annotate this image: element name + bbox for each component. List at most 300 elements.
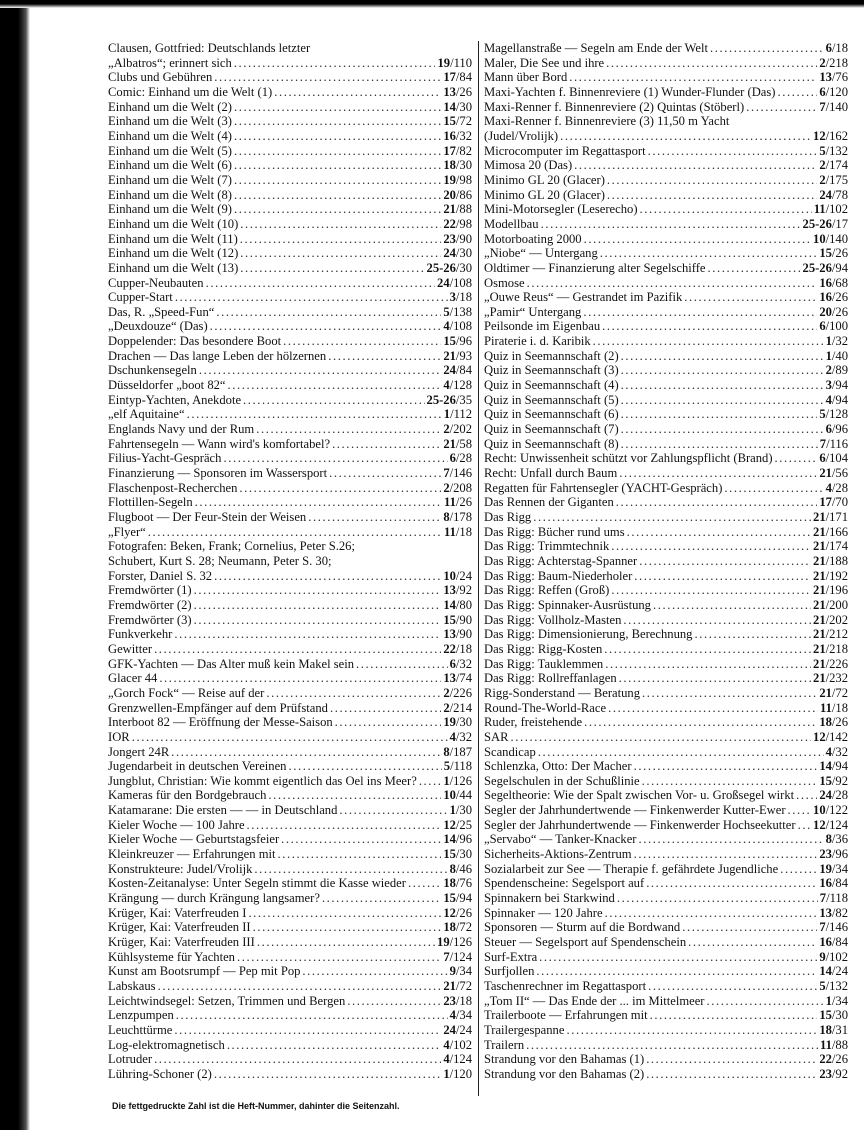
page-number: 28 — [835, 788, 848, 803]
dot-leader — [194, 583, 442, 598]
issue-number: 12 — [443, 905, 456, 920]
entry-title: „Niobe“ — Untergang — [484, 246, 598, 261]
entry-title: Recht: Unfall durch Baum — [484, 466, 618, 481]
index-entry — [484, 759, 848, 774]
ref-separator: / — [831, 1008, 836, 1023]
entry-main-line — [108, 481, 472, 496]
issue-number: 12 — [443, 817, 456, 832]
page-number: 94 — [835, 759, 848, 774]
index-entry — [484, 1023, 848, 1038]
index-entry — [484, 598, 848, 613]
entry-main-line — [484, 246, 848, 261]
ref-separator: / — [831, 685, 836, 700]
issue-number: 14 — [443, 99, 456, 114]
entry-main-line — [108, 525, 472, 540]
dot-leader — [214, 1067, 441, 1082]
entry-reference — [819, 950, 848, 965]
page-number: 166 — [829, 524, 848, 539]
issue-number: 14 — [443, 597, 456, 612]
entry-main-line — [108, 510, 472, 525]
entry-reference — [443, 788, 472, 803]
index-entry — [108, 1023, 472, 1038]
dot-leader — [634, 569, 811, 584]
dot-leader — [194, 613, 442, 628]
entry-reference — [444, 407, 472, 422]
issue-number: 15 — [819, 1008, 832, 1023]
entry-reference — [819, 319, 848, 334]
index-entry — [108, 1038, 472, 1053]
ref-separator: / — [831, 378, 836, 393]
entry-main-line — [484, 144, 848, 159]
dot-leader — [254, 862, 447, 877]
dot-leader — [239, 481, 441, 496]
entry-title: Fremdwörter (1) — [108, 583, 192, 598]
index-entry — [484, 583, 848, 598]
entry-main-line — [108, 188, 472, 203]
page-number: 80 — [459, 597, 472, 612]
page-number: 93 — [459, 348, 472, 363]
entry-reference — [819, 1008, 848, 1023]
entry-main-line — [484, 906, 848, 921]
ref-separator: / — [455, 260, 460, 275]
entry-main-line — [484, 745, 848, 760]
entry-main-line — [484, 818, 848, 833]
page-number: 196 — [829, 583, 848, 598]
page-number: 90 — [459, 612, 472, 627]
page-number: 90 — [459, 231, 472, 246]
ref-separator: / — [455, 964, 460, 979]
page-number: 26 — [835, 715, 848, 730]
entry-reference — [443, 1038, 472, 1053]
index-entry — [484, 363, 848, 378]
entry-reference — [443, 70, 472, 85]
entry-reference — [443, 144, 472, 159]
entry-main-line — [484, 1023, 848, 1038]
entry-reference — [826, 422, 848, 437]
issue-number: 18 — [819, 715, 832, 730]
entry-reference — [443, 818, 472, 833]
page-number: 104 — [829, 451, 848, 466]
dot-leader — [227, 1038, 442, 1053]
entry-title: Einhand um die Welt (12) — [108, 246, 239, 261]
entry-reference — [427, 393, 472, 408]
entry-reference — [826, 334, 848, 349]
index-entry — [484, 56, 848, 71]
page-number: 94 — [835, 378, 848, 393]
entry-main-line — [108, 920, 472, 935]
entry-reference — [443, 847, 472, 862]
ref-separator: / — [455, 231, 460, 246]
issue-number: 11 — [444, 524, 456, 539]
dot-leader — [335, 715, 442, 730]
index-entry — [108, 598, 472, 613]
entry-title: Drachen — Das lange Leben der hölzernen — [108, 348, 327, 363]
entry-reference — [443, 569, 472, 584]
entry-reference — [813, 803, 848, 818]
entry-reference — [450, 730, 472, 745]
entry-title: Quiz in Seemannschaft (7) — [484, 422, 619, 437]
issue-number: 16 — [443, 128, 456, 143]
dot-leader — [694, 627, 811, 642]
dot-leader — [560, 129, 811, 144]
index-entry — [108, 525, 472, 540]
issue-number: 6 — [449, 656, 456, 671]
page-number: 212 — [829, 627, 848, 642]
entry-title: Düsseldorfer „boot 82“ — [108, 378, 226, 393]
index-entry — [108, 393, 472, 408]
issue-number: 21 — [443, 979, 456, 993]
dot-leader — [707, 994, 824, 1009]
page-number: 36 — [835, 832, 848, 847]
entry-reference — [443, 466, 472, 481]
dot-leader — [623, 613, 811, 628]
ref-separator: / — [455, 84, 460, 99]
issue-number: 5 — [819, 407, 826, 422]
entry-title: Maxi-Renner f. Binnenreviere (3) 11,50 m Yacht — [484, 114, 730, 129]
entry-title: Quiz in Seemannschaft (5) — [484, 392, 619, 407]
index-entry — [108, 920, 472, 935]
page-number: 116 — [829, 436, 848, 451]
dot-leader — [194, 598, 442, 613]
entry-reference — [826, 481, 848, 496]
ref-separator: / — [825, 568, 830, 583]
dot-leader — [237, 950, 441, 965]
dot-leader — [541, 217, 801, 232]
issue-number: 6 — [819, 451, 826, 466]
dot-leader — [234, 56, 436, 71]
issue-number: 24 — [443, 1022, 456, 1037]
dot-leader — [621, 407, 818, 422]
index-entry — [484, 525, 848, 540]
issue-number: 16 — [819, 275, 832, 290]
dot-leader — [611, 539, 811, 554]
ref-separator: / — [455, 597, 460, 612]
index-entry — [108, 378, 472, 393]
entry-title: Sponsoren — Sturm auf die Bordwand — [484, 920, 681, 935]
page-number: 214 — [453, 700, 472, 715]
entry-title: Taschenrechner im Regattasport — [484, 979, 647, 993]
entry-reference — [819, 759, 848, 774]
page-number: 88 — [835, 1037, 848, 1052]
issue-number: 7 — [819, 436, 827, 451]
index-entry — [484, 701, 848, 716]
issue-number: 13 — [819, 905, 832, 920]
issue-number: 20 — [819, 304, 832, 319]
dot-leader — [240, 246, 441, 261]
index-entry — [108, 730, 472, 745]
ref-separator: / — [450, 55, 454, 70]
index-entry — [484, 876, 848, 891]
entry-main-line — [484, 305, 848, 320]
entry-title: Trailergespanne — [484, 1022, 565, 1037]
entry-reference — [819, 1067, 848, 1082]
ref-separator: / — [455, 1022, 460, 1037]
dot-leader — [234, 188, 441, 203]
entry-reference — [813, 129, 848, 144]
entry-title: Lühring-Schoner (2) — [108, 1066, 212, 1081]
entry-main-line — [108, 979, 472, 994]
entry-reference — [813, 232, 848, 247]
entry-title: Ruder, freistehende — [484, 715, 583, 730]
entry-main-line — [108, 261, 472, 276]
entry-main-line — [108, 276, 472, 291]
index-entry — [484, 510, 848, 525]
page-number: 175 — [829, 172, 848, 187]
entry-reference — [819, 1023, 848, 1038]
ref-separator: / — [455, 348, 460, 363]
dot-leader — [154, 642, 441, 657]
page-number: 35 — [459, 392, 472, 407]
page-number: 26 — [459, 905, 472, 920]
entry-reference — [819, 906, 848, 921]
issue-number: 21 — [819, 685, 832, 700]
issue-number: 21 — [813, 524, 826, 539]
page-number: 76 — [459, 876, 472, 891]
issue-number: 4 — [443, 378, 450, 393]
index-entry — [484, 319, 848, 334]
dot-leader — [593, 334, 824, 349]
page-number: 102 — [829, 949, 848, 964]
ref-separator: / — [825, 583, 830, 598]
ref-separator: / — [825, 99, 830, 114]
entry-reference — [450, 964, 472, 979]
page-number: 18 — [835, 41, 848, 55]
dot-leader — [638, 832, 823, 847]
dot-leader — [308, 510, 441, 525]
entry-reference — [819, 847, 848, 862]
entry-reference — [450, 862, 472, 877]
entry-main-line — [108, 818, 472, 833]
ref-separator: / — [825, 949, 830, 964]
entry-title: Leuchttürme — [108, 1022, 173, 1037]
issue-number: 3 — [449, 290, 456, 305]
entry-reference — [444, 525, 472, 540]
issue-number: 7 — [443, 949, 450, 964]
entry-reference — [813, 671, 848, 686]
page-number: 171 — [829, 510, 848, 524]
entry-title: Log-elektromagnetisch — [108, 1037, 225, 1052]
entry-reference — [443, 950, 472, 965]
entry-reference — [450, 290, 472, 305]
page-number: 26 — [835, 304, 848, 319]
entry-title: Piraterie i. d. Karibik — [484, 334, 591, 349]
entry-title: Peilsonde im Eigenbau — [484, 319, 601, 334]
page-number: 188 — [829, 553, 848, 568]
entry-title: Fotografen: Beken, Frank; Cornelius, Peter S.26; — [108, 539, 355, 554]
dot-leader — [214, 569, 441, 584]
dot-leader — [174, 1023, 441, 1038]
issue-number: 8 — [449, 861, 456, 876]
issue-number: 21 — [813, 612, 826, 627]
entry-main-line — [108, 1023, 472, 1038]
dot-leader — [621, 393, 824, 408]
ref-separator: / — [831, 1022, 836, 1037]
entry-title: Jungblut, Christian: Wie kommt eigentlich das Oel ins Meer? — [108, 773, 417, 788]
entry-title: Fremdwörter (2) — [108, 597, 192, 612]
dot-leader — [234, 129, 441, 144]
entry-reference — [819, 188, 848, 203]
entry-title: „Tom II“ — Das Ende der ... im Mittelmeer — [484, 993, 705, 1008]
ref-separator: / — [449, 480, 454, 495]
ref-separator: / — [825, 158, 830, 173]
index-entry — [108, 319, 472, 334]
entry-reference — [813, 818, 848, 833]
entry-main-line — [484, 1038, 848, 1053]
entry-title: Spinnakern bei Starkwind — [484, 891, 615, 906]
entry-title: Surf-Extra — [484, 949, 538, 964]
issue-number: 2 — [819, 55, 826, 70]
ref-separator: / — [455, 187, 460, 202]
entry-main-line — [484, 627, 848, 642]
entry-title: Magellanstraße — Segeln am Ende der Welt — [484, 41, 708, 55]
page-number: 76 — [835, 70, 848, 85]
entry-main-line — [108, 451, 472, 466]
entry-reference — [813, 569, 848, 584]
issue-number: 21 — [813, 568, 826, 583]
dot-leader — [533, 510, 811, 525]
dot-leader — [234, 100, 441, 115]
ref-separator: / — [455, 216, 460, 231]
issue-number: 16 — [819, 876, 832, 891]
index-entry — [484, 657, 848, 672]
entry-reference — [443, 832, 472, 847]
entry-main-line — [108, 1038, 472, 1053]
entry-main-line — [484, 232, 848, 247]
entry-title: Spinnaker — 120 Jahre — [484, 905, 603, 920]
ref-separator: / — [449, 949, 454, 964]
entry-title: Einhand um die Welt (9) — [108, 202, 232, 217]
index-entry — [108, 276, 472, 291]
page-number: 162 — [829, 128, 848, 143]
entry-main-line — [484, 334, 848, 349]
page-number: 122 — [829, 803, 848, 818]
entry-reference — [819, 246, 848, 261]
ref-separator: / — [825, 656, 830, 671]
entry-title: Recht: Unwissenheit schützt vor Zahlungspflicht (Brand) — [484, 451, 773, 466]
index-entry — [484, 41, 848, 56]
page-number: 108 — [453, 319, 472, 334]
issue-number: 6 — [825, 422, 832, 437]
entry-reference — [443, 642, 472, 657]
index-entry — [484, 481, 848, 496]
issue-number: 21 — [813, 510, 826, 524]
page-number: 28 — [459, 451, 472, 466]
issue-number: 2 — [443, 480, 450, 495]
page-number: 30 — [459, 99, 472, 114]
page-number: 110 — [453, 55, 472, 70]
dot-leader — [639, 554, 811, 569]
entry-title: Maler, Die See und ihre — [484, 55, 605, 70]
page-number: 178 — [453, 510, 472, 524]
page-number: 89 — [835, 363, 848, 378]
entry-title: Fremdwörter (3) — [108, 612, 192, 627]
issue-number: 24 — [437, 275, 450, 290]
index-entry — [108, 495, 472, 510]
page-number: 102 — [453, 1037, 472, 1052]
entry-title: Schlenzka, Otto: Der Macher — [484, 759, 632, 774]
entry-reference — [443, 920, 472, 935]
page-number: 72 — [459, 979, 472, 993]
issue-number: 13 — [443, 627, 456, 642]
index-entry — [108, 788, 472, 803]
page-number: 17 — [835, 216, 848, 231]
index-entry — [484, 539, 848, 554]
issue-number: 14 — [443, 832, 456, 847]
page-number: 226 — [829, 656, 848, 671]
entry-reference — [443, 100, 472, 115]
issue-number: 7 — [819, 920, 826, 935]
entry-title: Funkverkehr — [108, 627, 173, 642]
dot-leader — [253, 920, 442, 935]
entry-reference — [443, 774, 472, 789]
ref-separator: / — [455, 392, 460, 407]
index-entry — [484, 847, 848, 862]
entry-main-line — [484, 466, 848, 481]
issue-number: 6 — [825, 41, 832, 55]
entry-title: Round-The-World-Race — [484, 700, 607, 715]
issue-number: 22 — [443, 216, 456, 231]
ref-separator: / — [825, 202, 830, 217]
entry-title: Filius-Yacht-Gespräch — [108, 451, 222, 466]
entry-reference — [443, 378, 472, 393]
ref-separator: / — [449, 935, 454, 950]
entry-reference — [814, 202, 848, 217]
page-number: 88 — [459, 202, 472, 217]
dot-leader — [288, 759, 441, 774]
entry-reference — [444, 495, 472, 510]
dot-leader — [210, 319, 442, 334]
ref-separator: / — [831, 993, 836, 1008]
issue-number: 2 — [443, 422, 450, 437]
page-number: 24 — [459, 1022, 472, 1037]
page-number: 118 — [453, 759, 472, 774]
dot-leader — [605, 906, 818, 921]
page-number: 40 — [835, 348, 848, 363]
entry-main-line — [484, 730, 848, 745]
entry-reference — [443, 745, 472, 760]
entry-title: Flugboot — Der Feur-Stein der Weisen — [108, 510, 307, 524]
index-entry — [484, 627, 848, 642]
ref-separator: / — [831, 363, 836, 378]
ref-separator: / — [455, 202, 460, 217]
issue-number: 6 — [819, 319, 826, 334]
entry-reference — [437, 56, 472, 71]
index-entry — [108, 876, 472, 891]
entry-main-line — [108, 349, 472, 364]
issue-number: 6 — [449, 451, 456, 466]
dot-leader — [583, 305, 817, 320]
page-number: 96 — [459, 832, 472, 847]
entry-reference — [443, 876, 472, 891]
issue-number: 3 — [825, 378, 832, 393]
index-entry — [484, 246, 848, 261]
entry-title: Oldtimer — Finanzierung alter Segelschiffe — [484, 260, 706, 275]
entry-reference — [826, 994, 848, 1009]
ref-separator: / — [825, 597, 830, 612]
entry-title: Minimo GL 20 (Glacer) — [484, 172, 605, 187]
dot-leader — [621, 378, 824, 393]
issue-number: 22 — [443, 641, 456, 656]
ref-separator: / — [449, 1052, 454, 1067]
index-entry — [108, 657, 472, 672]
entry-main-line — [484, 129, 848, 144]
issue-number: 20 — [443, 187, 456, 202]
entry-reference — [437, 276, 472, 291]
ref-separator: / — [455, 436, 460, 451]
dot-leader — [788, 803, 811, 818]
entry-title: „Albatros“; erinnert sich — [108, 55, 232, 70]
dot-leader — [684, 290, 817, 305]
